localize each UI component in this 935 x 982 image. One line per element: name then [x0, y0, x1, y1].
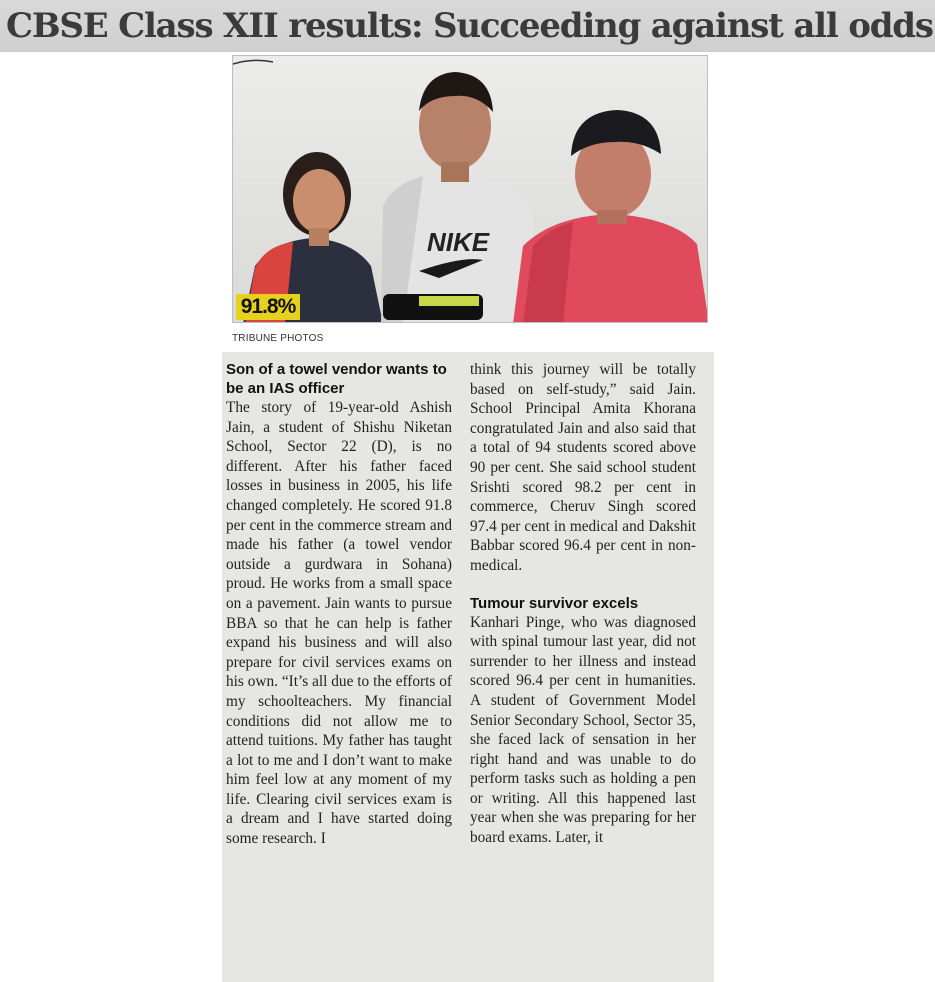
section-gap	[470, 576, 696, 594]
story1-paragraph-left: The story of 19-year-old Ashish Jain, a student of Shishu Niketan School, Sector 22 (D), is no different. After his father faced losses in business in 2005, his life changed completely. He scored 91.8 per cent in the commerce stream and made his father (a towel vendor outside a gurdwara in Sohana) proud. He works from a small space on a pavement. Jain wants to pursue BBA so that he can help is father expand his business and will also prepare for civil services exams on his own. “It’s all due to the efforts of my schoolteachers. My financial conditions did not allow me to attend tuitions. My father has taught a lot to me and I don’t want to make him feel low at any moment of my life. Clearing civil services exam is a dream and I have started doing some research. I	[226, 399, 452, 848]
column-left	[226, 360, 452, 849]
story1-subhead: Son of a towel vendor wants to be an IAS officer	[226, 361, 447, 397]
shirt-logo-text: NIKE	[427, 227, 490, 257]
story2-paragraph: Kanhari Pinge, who was diagnosed with spinal tumour last year, did not surrender to her illness and instead scored 96.4 per cent in humanities. A student of Government Model Senior Secondary School, Sector 35, she faced lack of sensation in her right hand and was unable to do perform tasks such as holding a pen or writing. All this happened last year when she was preparing for her board exams. Later, it	[470, 613, 696, 847]
column-right	[470, 360, 696, 848]
story2-subhead: Tumour survivor excels	[470, 594, 639, 612]
news-photo	[232, 55, 708, 323]
photo-credit: TRIBUNE PHOTOS	[232, 333, 324, 344]
article-body	[222, 352, 714, 982]
score-badge: 91.8%	[236, 294, 300, 320]
headline: CBSE Class XII results: Succeeding against all odds	[6, 6, 933, 46]
story1-paragraph-right: think this journey will be totally based on self-study,” said Jain. School Principal Amita Khorana congratulated Jain and also said that a total of 94 students scored above 90 per cent. She said school student Srishti scored 98.2 per cent in commerce, Cheruv Singh scored 97.4 per cent in medical and Dakshit Babbar scored 96.4 per cent in non-medical.	[470, 361, 696, 574]
students-illustration	[233, 56, 708, 323]
